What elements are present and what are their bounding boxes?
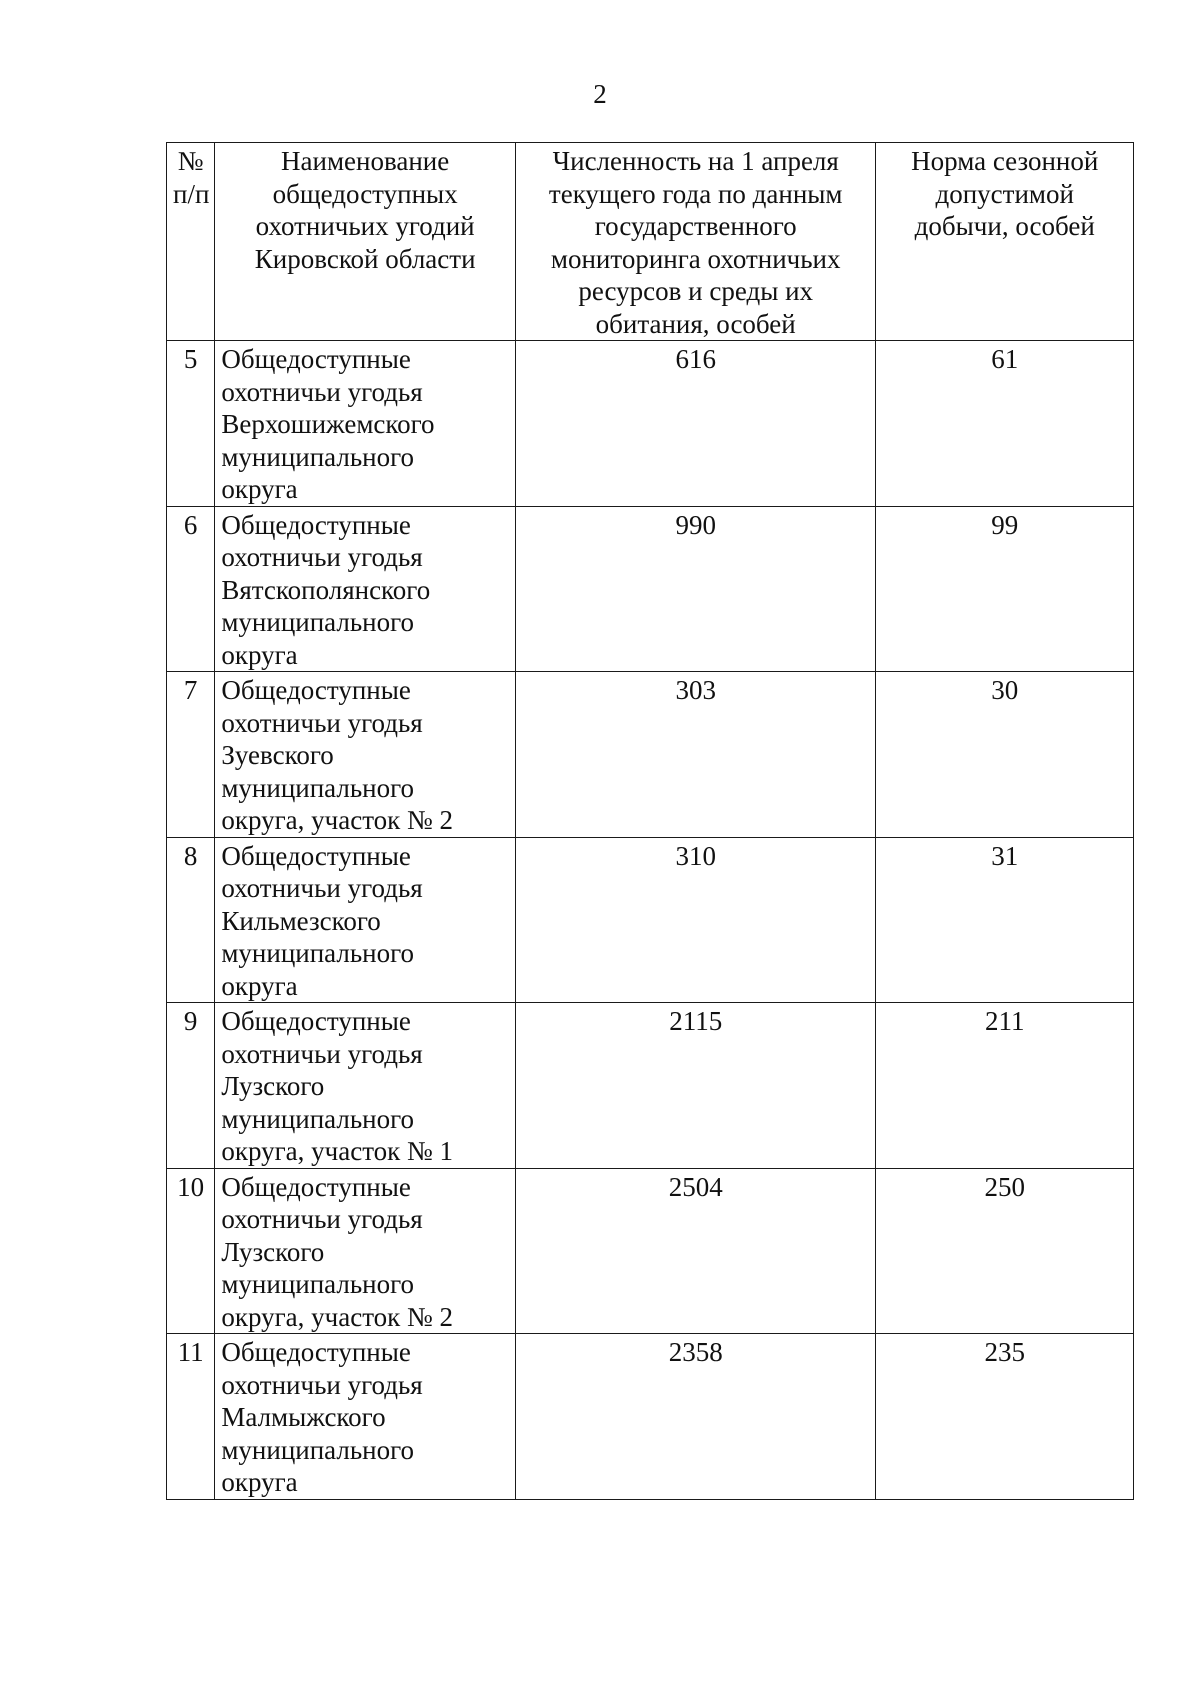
population-count: 310 [515,837,876,1003]
header-count [515,143,876,341]
name-line: охотничьи угодья [221,1038,423,1069]
ground-name [215,341,516,507]
ground-name [215,1168,516,1334]
name-line: охотничьи угодья [221,542,423,572]
page-number: 2 [593,79,607,109]
name-line: Общедоступные [221,1337,411,1367]
name-line: муниципального [221,1269,415,1299]
header-name [215,143,516,341]
name-line: Зуевского [221,740,334,770]
harvest-norm: 99 [876,506,1134,672]
row-number: 11 [167,1334,215,1500]
header-line: Наименование [281,146,450,176]
row-number: 5 [167,341,215,507]
header-line: общедоступных [272,178,458,209]
table-row [167,1334,1134,1500]
table-row [167,1003,1134,1169]
name-line: муниципального [221,607,415,637]
table-header-row [167,143,1134,341]
table-row [167,506,1134,672]
population-count: 2115 [515,1003,876,1169]
header-line: ресурсов и среды их [578,276,814,306]
name-line: охотничьи угодья [221,376,423,407]
name-line: Общедоступные [221,1006,411,1036]
name-line: Верхошижемского [221,409,435,439]
header-line: текущего года по данным [548,178,843,209]
header-line: охотничьих угодий [255,211,475,241]
name-line: Малмыжского [221,1402,386,1432]
name-line: Общедоступные [221,840,411,871]
name-line: округа [221,474,298,504]
row-number: 7 [167,672,215,838]
header-line: п/п [173,178,210,209]
name-line: муниципального [221,441,415,472]
name-line: Вятскополянского [221,574,431,605]
table-row [167,672,1134,838]
harvest-norm: 30 [876,672,1134,838]
name-line: Общедоступные [221,1171,411,1202]
name-line: Общедоступные [221,675,411,705]
ground-name [215,1334,516,1500]
row-number: 9 [167,1003,215,1169]
name-line: муниципального [221,1434,415,1465]
table-row [167,1168,1134,1334]
name-line: округа, участок № 2 [221,1301,454,1332]
name-line: охотничьи угодья [221,873,423,903]
header-norm [876,143,1134,341]
population-count: 303 [515,672,876,838]
header-line: № [177,146,204,176]
table-row [167,837,1134,1003]
name-line: охотничьи угодья [221,1369,423,1400]
population-count: 616 [515,341,876,507]
header-line: Норма сезонной [911,146,1099,176]
header-line: обитания, особей [595,308,796,339]
name-line: округа, участок № 1 [221,1136,454,1166]
name-line: муниципального [221,772,415,803]
name-line: муниципального [221,938,415,968]
name-line: Кильмезского [221,905,381,936]
name-line: округа [221,970,298,1001]
name-line: Лузского [221,1071,325,1101]
name-line: Общедоступные [221,344,411,374]
ground-name [215,1003,516,1169]
name-line: охотничьи угодья [221,1204,423,1234]
harvest-norm: 61 [876,341,1134,507]
harvest-norm: 250 [876,1168,1134,1334]
population-count: 990 [515,506,876,672]
header-line: Численность на 1 апреля [552,146,839,176]
population-count: 2504 [515,1168,876,1334]
row-number: 10 [167,1168,215,1334]
row-number: 8 [167,837,215,1003]
table-row [167,341,1134,507]
header-num [167,143,215,341]
name-line: округа [221,1467,298,1497]
harvest-norm: 31 [876,837,1134,1003]
ground-name [215,672,516,838]
header-line: государственного [594,211,797,241]
name-line: Лузского [221,1236,325,1267]
header-line: Кировской области [254,243,476,274]
header-line: допустимой [935,178,1074,209]
population-count: 2358 [515,1334,876,1500]
name-line: округа, участок № 2 [221,805,454,835]
ground-name [215,506,516,672]
name-line: округа [221,639,298,670]
ground-name [215,837,516,1003]
hunting-grounds-table [166,142,1134,1500]
name-line: муниципального [221,1103,415,1134]
header-line: добычи, особей [914,211,1095,241]
harvest-norm: 235 [876,1334,1134,1500]
row-number: 6 [167,506,215,672]
name-line: Общедоступные [221,509,411,540]
name-line: охотничьи угодья [221,707,423,738]
header-line: мониторинга охотничьих [550,243,841,274]
harvest-norm: 211 [876,1003,1134,1169]
